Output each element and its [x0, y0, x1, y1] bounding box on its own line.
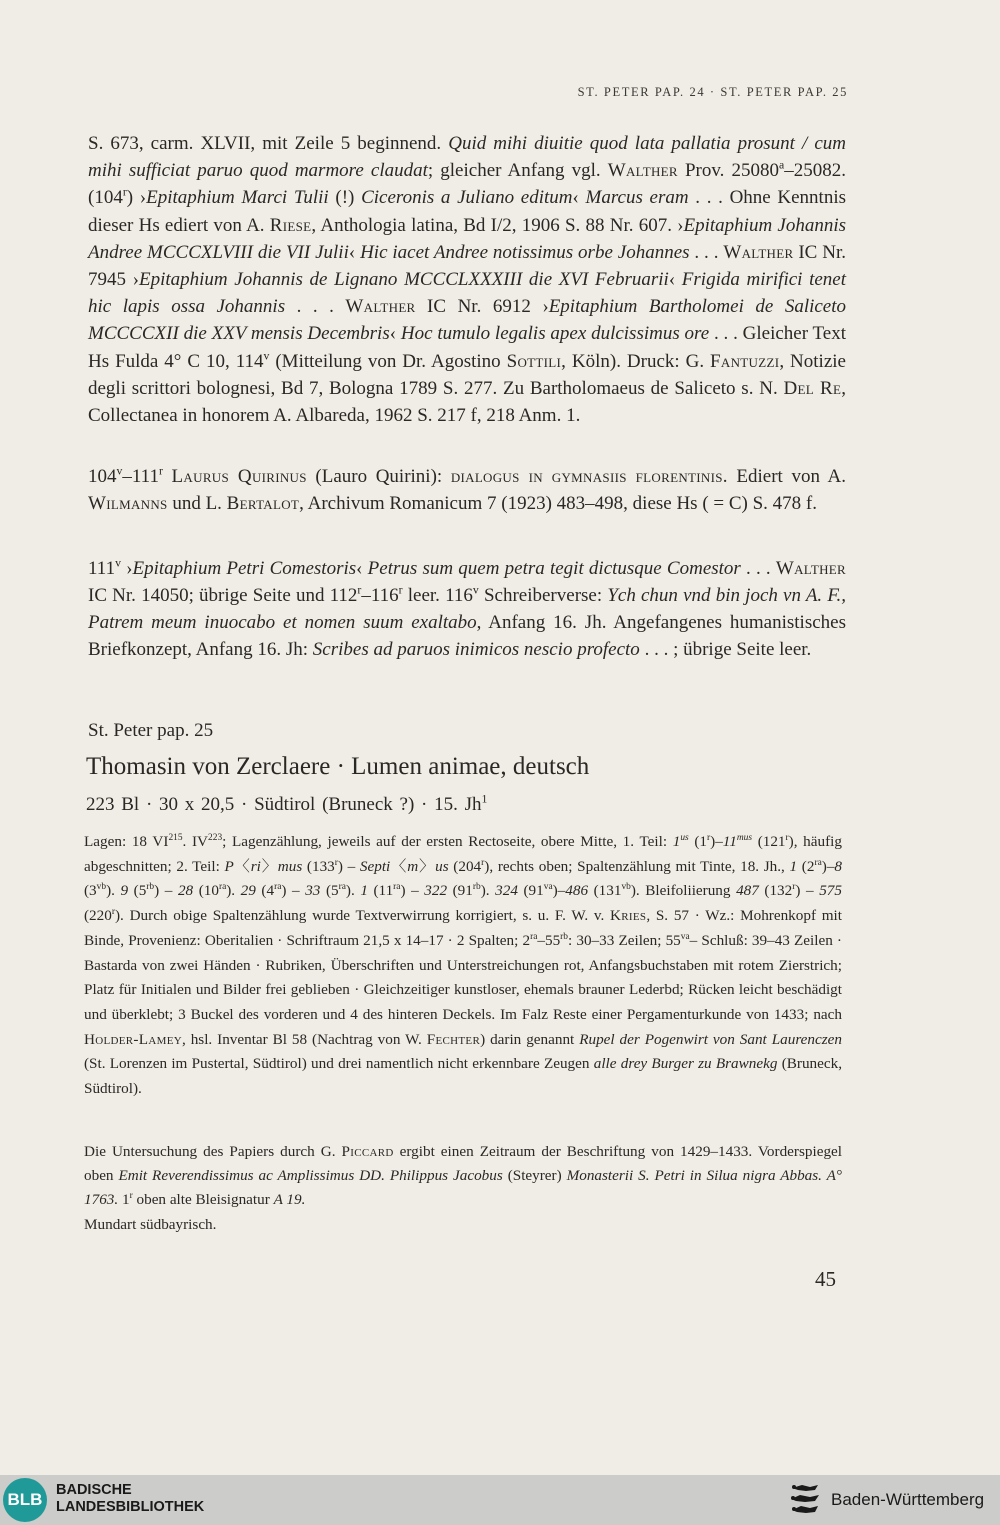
codex-metadata: 223 Bl · 30 x 20,5 · Südtirol (Bruneck ?) · 15. Jh$^1$ — [86, 792, 488, 815]
paper-examination-note: Die Untersuchung des Papiers durch G. Piccard ergibt einen Zeitraum der Beschriftung von 1429–1433. Vorderspiegel oben Emit Reverendissimus ac Amplissimus DD. Philippus Jacobus (Steyrer) Monasterii S. Petri in Silua nigra Abbas. A° 1763. 1$^r$ oben alte Bleisignatur A 19. — [84, 1143, 842, 1208]
footer-bar — [0, 1475, 1000, 1525]
blb-wordmark — [56, 1482, 204, 1516]
codex-metadata-text: 223 Bl · 30 x 20,5 · Südtirol (Bruneck ?) · 15. Jh — [86, 794, 482, 815]
dialect-note: Mundart südbayrisch. — [84, 1216, 217, 1233]
blb-logo-icon: BLB — [3, 1478, 47, 1522]
page-number: 45 — [815, 1267, 836, 1291]
paragraph-epitaphia: S. 673, carm. XLVII, mit Zeile 5 beginnend. Quid mihi diuitie quod lata pallatia prosunt / cum mihi sufficiat paruo quod marmore claudat; gleicher Anfang vgl. Walther Prov. 25080$^a$–25082. (104$^r$) ›Epitaphium Marci Tulii (!) Ciceronis a Juliano editum‹ Marcus eram . . . Ohne Kenntnis dieser Hs ediert von A. Riese, Anthologia latina, Bd I/2, 1906 S. 88 Nr. 607. ›Epitaphium Johannis Andree MCCCXLVIII die VII Julii‹ Hic iacet Andree notissimus orbe Johannes . . . Walther IC Nr. 7945 ›Epitaphium Johannis de Lignano MCCCLXXXIII die XVI Februarii‹ Frigida mirifici tenet hic lapis ossa Johannis . . . Walther IC Nr. 6912 ›Epitaphium Bartholomei de Saliceto MCCCCXII die XXV mensis Decembris‹ Hoc tumulo legalis apex dulcissimus ore . . . Gleicher Text Hs Fulda 4° C 10, 114$^v$ (Mitteilung von Dr. Agostino Sottili, Köln). Druck: G. Fantuzzi, Notizie degli scrittori bolognesi, Bd 7, Bologna 1789 S. 277. Zu Bartholomaeus de Saliceto s. N. Del Re, Collectanea in honorem A. Albareda, 1962 S. 217 f, 218 Anm. 1. — [88, 133, 847, 427]
codicological-description: Lagen: 18 VI$^{215}$. IV$^{223}$; Lagenzählung, jeweils auf der ersten Rectoseite, obere Mitte, 1. Teil: $1^{us}$ $(1^r)-11^{mus}$ (121$^r$), häufig abgeschnitten; 2. Teil: P〈ri〉mus (133$^r$) – Septi〈m〉us (204$^r$), rechts oben; Spaltenzählung mit Tinte, 18. Jh., 1 $(2^{ra})-8$ $(3^{vb})$. 9 $(5^{rb}) - 28$ $(10^{ra})$. 29 $(4^{ra}) - 33$ $(5^{ra})$. 1 $(11^{ra}) - 322$ $(91^{rb})$. 324 $(91^{va})-486$ $(131^{vb})$. Bleifoliierung 487 (132$^r$) – 575 (220$^r$). Durch obige Spaltenzählung wurde Textverwirrung korrigiert, s. u. F. W. v. Kries, S. 57 · Wz.: Mohrenkopf mit Binde, Provenienz: Oberitalien · Schriftraum 21,5 x 14–17 · 2 Spalten; $2^{ra}-55^{rb}$: 30–33 Zeilen; $55^{va}-$ Schluß: 39–43 Zeilen · Bastarda von zwei Händen · Rubriken, Überschriften und Unterstreichungen rot, Anfangsbuchstaben mit rotem Zierstrich; Platz für Initialen und Bilder frei geblieben · Gleichzeitiger kunstloser, ehemals brauner Lederbd; Rücken leicht beschädigt und überklebt; 3 Buckel des vorderen und 4 des hinteren Deckels. Im Falz Reste einer Pergamenturkunde von 1433; nach Holder-Lamey, hsl. Inventar Bl 58 (Nachtrag von W. Fechter) darin genannt Rupel der Pogenwirt von Sant Laurenczen (St. Lorenzen im Pustertal, Südtirol) und drei namentlich nicht erkennbare Zeugen alle drey Burger zu Brawnekg (Bruneck, Südtirol). — [84, 832, 843, 1098]
blb-line-1: BADISCHE — [56, 1482, 132, 1498]
running-head: ST. PETER PAP. 24 · ST. PETER PAP. 25 — [577, 85, 848, 99]
baden-wuerttemberg-label: Baden-Württemberg — [831, 1490, 985, 1509]
paragraph-laurus-quirinus: 104$^v$–111$^r$ Laurus Quirinus (Lauro Quirini): dialogus in gymnasiis florentinis. Ediert von A. Wilmanns und L. Bertalot, Archivum Romanicum 7 (1923) 483–498, diese Hs ( = C) S. 478 f. — [88, 464, 846, 514]
paragraph-petrus-comestor: 111$^v$ ›Epitaphium Petri Comestoris‹ Petrus sum quem petra tegit dictusque Comestor . . . Walther IC Nr. 14050; übrige Seite und 112$^r$–116$^r$ leer. 116$^v$ Schreiberverse: Ych chun vnd bin joch vn A. F., Patrem meum inuocabo et nomen suum exaltabo, Anfang 16. Jh. Angefangenes humanistisches Briefkonzept, Anfang 16. Jh: Scribes ad paruos inimicos nescio profecto . . . ; übrige Seite leer. — [88, 556, 847, 660]
work-title: Thomasin von Zerclaere · Lumen animae, deutsch — [86, 753, 590, 780]
shelfmark-heading: St. Peter pap. 25 — [88, 720, 214, 741]
blb-line-2: LANDESBIBLIOTHEK — [56, 1499, 205, 1515]
coat-of-arms-lions-icon — [788, 1482, 822, 1518]
